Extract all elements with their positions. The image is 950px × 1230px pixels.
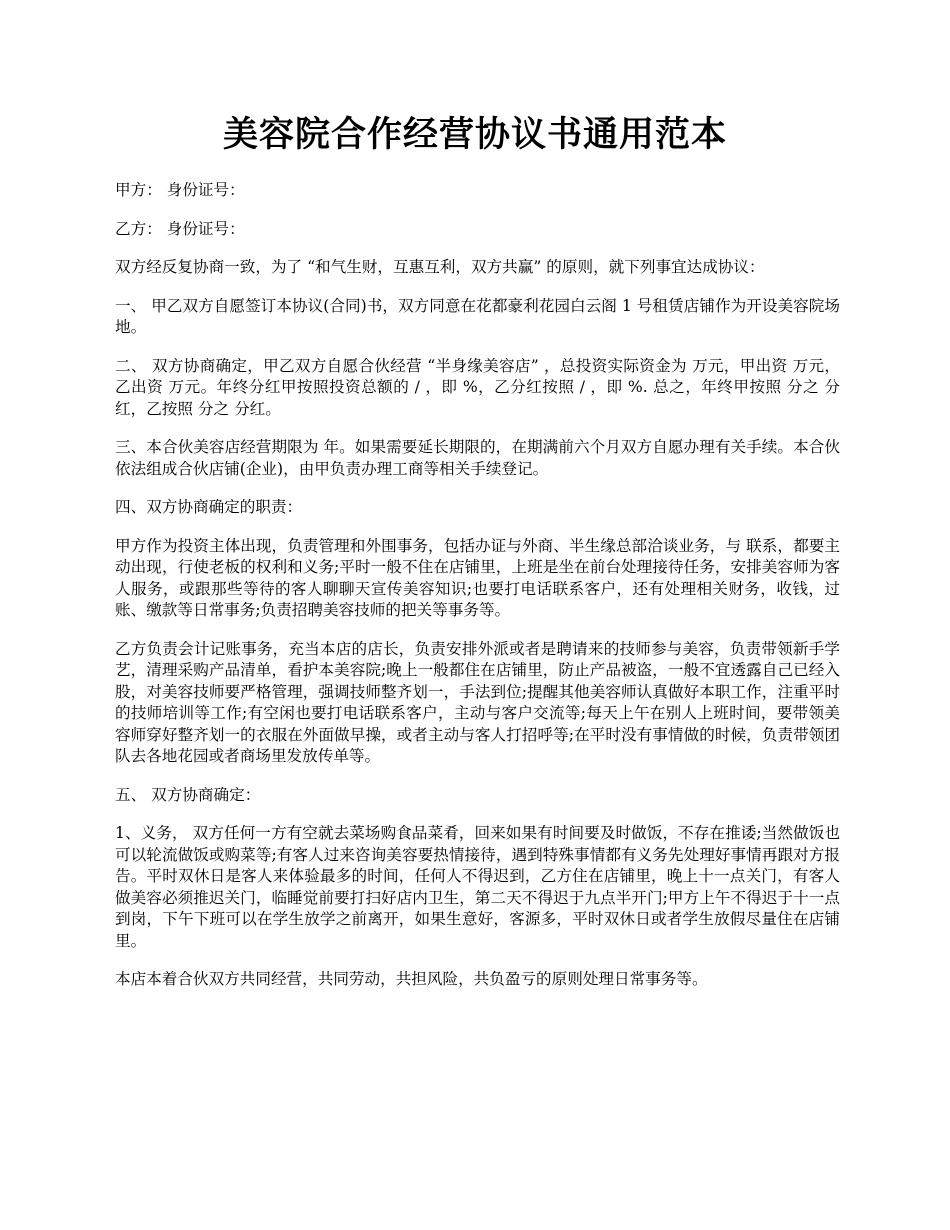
clause-4-heading: 四、双方协商确定的职责： — [115, 498, 303, 516]
document-title: 美容院合作经营协议书通用范本 — [222, 114, 727, 155]
party-a-duties-paragraph: 甲方作为投资主体出现，负责管理和外围事务，包括办证与外商、半生缘总部洽谈业务，与 联系，都要主动出现，行使老板的权利和义务;平时一般不住在店铺里，上班是坐在前台处理接待任务，安排美容师为客人服务，或跟那些等待的客人聊聊天宣传美容知识;也要打电话联系客户，还有处理相关财务，收钱，过账、缴款等日常事务;负责招聘美容技师的把关等事务等。 — [115, 536, 840, 619]
party-a-line: 甲方： 身份证号： — [115, 181, 245, 199]
clause-2-paragraph: 二、 双方协商确定，甲乙双方自愿合伙经营 “半身缘美容店” ，总投资实际资金为 万元，甲出资 万元，乙出资 万元。年终分红甲按照投资总额的 / ，即 %，乙分红按照 / ，即 %. 总之，年终甲按照 分之 分红，乙按照 分之 分红。 — [115, 356, 840, 418]
obligations-paragraph: 1、义务， 双方任何一方有空就去菜场购食品菜肴，回来如果有时间要及时做饭，不存在推诿;当然做饭也可以轮流做饭或购菜等;有客人过来咨询美容要热情接待，遇到特殊事情都有义务先处理好事情再跟对方报告。平时双休日是客人来体验最多的时间，任何人不得迟到，乙方住在店铺里，晚上十一点关门，有客人做美容必须推迟关门，临睡觉前要打扫好店内卫生，第二天不得迟于九点半开门;甲方上午不得迟于十一点到岗，下午下班可以在学生放学之前离开，如果生意好，客源多，平时双休日或者学生放假尽量住在店铺里。 — [115, 824, 840, 950]
clause-3-paragraph: 三、本合伙美容店经营期限为 年。如果需要延长期限的，在期满前六个月双方自愿办理有关手续。本合伙依法组成合伙店铺(企业)，由甲负责办理工商等相关手续登记。 — [115, 438, 840, 478]
preamble-paragraph: 双方经反复协商一致，为了 “和气生财，互惠互利，双方共赢” 的原则，就下列事宜达成协议： — [115, 258, 765, 276]
principle-paragraph: 本店本着合伙双方共同经营，共同劳动，共担风险，共负盈亏的原则处理日常事务等。 — [115, 970, 708, 988]
document-body — [115, 180, 840, 1008]
clause-5-heading: 五、 双方协商确定： — [115, 785, 261, 804]
party-b-line: 乙方： 身份证号： — [115, 219, 245, 238]
clause-1-paragraph: 一、 甲乙双方自愿签订本协议(合同)书，双方同意在花都豪利花园白云阁 1 号租赁店铺作为开设美容院场地。 — [115, 296, 840, 336]
party-b-duties-paragraph: 乙方负责会计记账事务，充当本店的店长，负责安排外派或者是聘请来的技师参与美容，负责带领新手学艺，清理采购产品清单，看护本美容院;晚上一般都住在店铺里，防止产品被盗，一般不宜透露自己已经入股，对美容技师要严格管理，强调技师整齐划一，手法到位;提醒其他美容师认真做好本职工作，注重平时的技师培训等工作;有空闲也要打电话联系客户，主动与客户交流等;每天上午在别人上班时间，要带领美容师穿好整齐划一的衣服在外面做早操，或者主动与客人打招呼等;在平时没有事情做的时候，负责带领团队去各地花园或者商场里发放传单等。 — [115, 639, 840, 765]
